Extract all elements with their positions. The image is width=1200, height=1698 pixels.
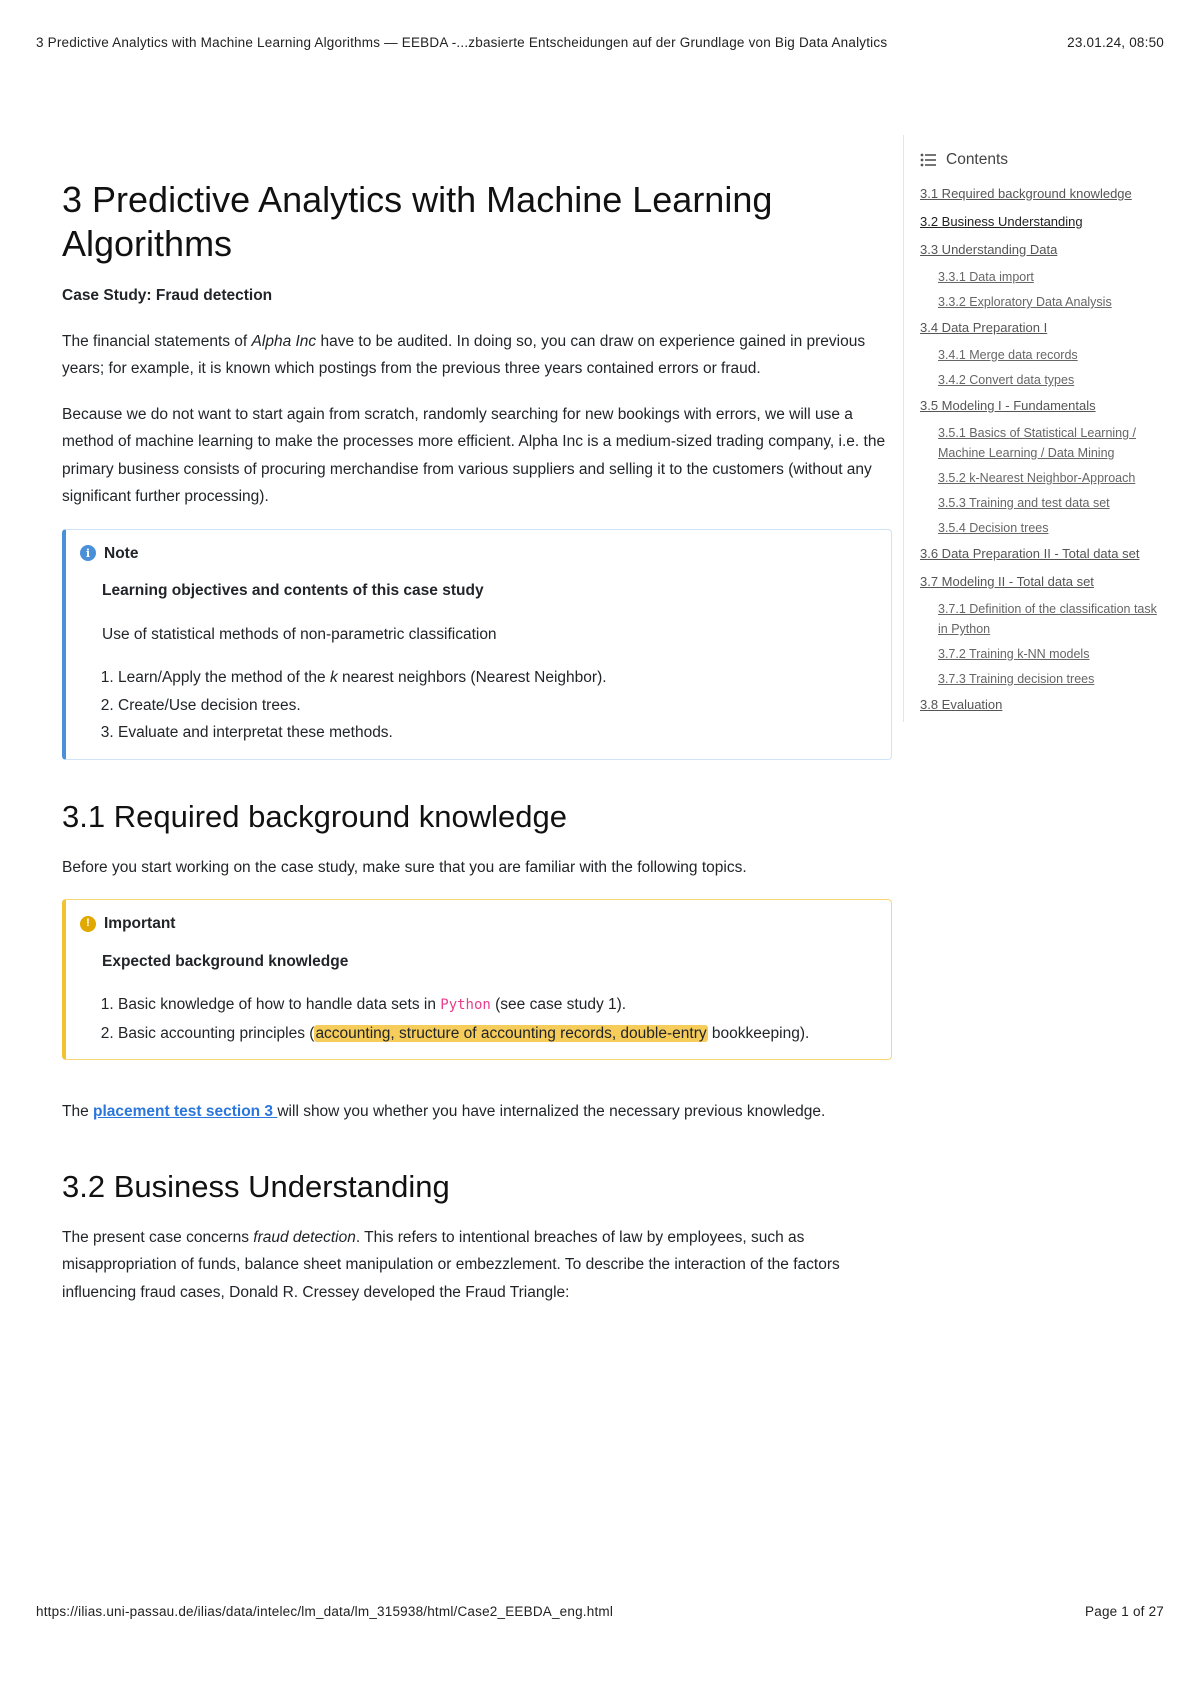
table-of-contents xyxy=(903,135,1163,722)
list-item: 2. Create/Use decision trees. xyxy=(118,692,855,720)
toc-link[interactable]: 3.5.1 Basics of Statistical Learning / Machine Learning / Data Mining xyxy=(938,426,1137,460)
important-callout xyxy=(62,899,892,1060)
important-subtitle: Expected background knowledge xyxy=(102,952,349,970)
list-item: 1. Learn/Apply the method of the k nearest neighbors (Nearest Neighbor). xyxy=(118,664,855,692)
intro-paragraph-1: The financial statements of Alpha Inc have to be audited. In doing so, you can draw on experience gained in previous years; for example, it is known which postings from the previous three years contained errors or fraud. xyxy=(62,332,866,377)
info-icon: i xyxy=(80,545,96,561)
print-footer xyxy=(36,1604,1164,1619)
background-knowledge-list xyxy=(102,991,855,1047)
note-callout-header xyxy=(66,540,891,568)
intro-paragraph-2: Because we do not want to start again from scratch, randomly searching for new bookings with errors, we will use a method of machine learning to make the processes more efficient. Alpha Inc is a medium-sized trading company, i.e. the primary business consists of procuring merchandise from various suppliers and selling it to the customers (without any significant further processing). xyxy=(62,405,886,505)
toc-link[interactable]: 3.2 Business Understanding xyxy=(920,214,1083,229)
placement-test-link[interactable]: placement test section 3 xyxy=(93,1103,278,1120)
toc-link[interactable]: 3.7.3 Training decision trees xyxy=(938,672,1095,686)
toc-link[interactable]: 3.4 Data Preparation I xyxy=(920,320,1048,335)
important-callout-header xyxy=(66,910,891,938)
toc-link[interactable]: 3.5.3 Training and test data set xyxy=(938,496,1110,510)
toc-link[interactable]: 3.4.2 Convert data types xyxy=(938,373,1075,387)
python-code-inline: Python xyxy=(440,997,491,1013)
page-title: 3 Predictive Analytics with Machine Learning Algorithms xyxy=(62,179,773,264)
toc-link[interactable]: 3.7.1 Definition of the classification task in Python xyxy=(938,602,1157,636)
toc-link[interactable]: 3.3.1 Data import xyxy=(938,270,1034,284)
section-heading-3-2: 3.2 Business Understanding xyxy=(62,1168,450,1204)
main-content xyxy=(62,178,892,1324)
toc-link[interactable]: 3.5.4 Decision trees xyxy=(938,521,1049,535)
toc-link[interactable]: 3.3 Understanding Data xyxy=(920,242,1058,257)
placement-test-paragraph: The placement test section 3 will show you whether you have internalized the necessary previous knowledge. xyxy=(62,1103,826,1120)
list-item: 2. Basic accounting principles (accounting, structure of accounting records, double-entry bookkeeping). xyxy=(118,1020,855,1048)
fraud-detection-emphasis: fraud detection xyxy=(253,1228,356,1246)
toc-link[interactable]: 3.6 Data Preparation II - Total data set xyxy=(920,546,1140,561)
note-text: Use of statistical methods of non-parametric classification xyxy=(102,625,497,643)
exclamation-icon: ! xyxy=(80,916,96,932)
list-icon xyxy=(920,153,936,167)
toc-header xyxy=(920,151,1163,169)
toc-title: Contents xyxy=(946,151,1009,168)
list-item: 1. Basic knowledge of how to handle data sets in Python (see case study 1). xyxy=(118,991,855,1020)
learning-objectives-list xyxy=(102,664,855,747)
company-name-emphasis: Alpha Inc xyxy=(251,332,317,350)
page-number: Page 1 of 27 xyxy=(1085,1604,1164,1619)
case-study-label: Case Study: Fraud detection xyxy=(62,287,273,304)
important-callout-body xyxy=(66,948,891,1048)
note-label: Note xyxy=(104,544,139,562)
print-header xyxy=(36,35,1164,50)
print-header-title: 3 Predictive Analytics with Machine Learning Algorithms — EEBDA -...zbasierte Entscheidungen auf der Grundlage von Big Data Analytics xyxy=(36,35,888,50)
list-item: 3. Evaluate and interpretat these methods. xyxy=(118,719,855,747)
toc-link[interactable]: 3.7.2 Training k-NN models xyxy=(938,647,1090,661)
section-3-1-intro: Before you start working on the case study, make sure that you are familiar with the following topics. xyxy=(62,858,747,876)
print-header-datetime: 23.01.24, 08:50 xyxy=(1067,35,1164,50)
toc-link[interactable]: 3.5.2 k-Nearest Neighbor-Approach xyxy=(938,471,1136,485)
note-callout xyxy=(62,529,892,760)
toc-link[interactable]: 3.4.1 Merge data records xyxy=(938,348,1078,362)
toc-links xyxy=(916,183,1163,715)
highlighted-text: accounting, structure of accounting records, double-entry xyxy=(315,1024,707,1042)
note-callout-body xyxy=(66,577,891,747)
toc-link[interactable]: 3.1 Required background knowledge xyxy=(920,186,1132,201)
section-3-2-paragraph: The present case concerns fraud detection. This refers to intentional breaches of law by employees, such as misappropriation of funds, balance sheet manipulation or embezzlement. To describe the interaction of the factors influencing fraud cases, Donald R. Cressey developed the Fraud Triangle: xyxy=(62,1228,840,1301)
section-heading-3-1: 3.1 Required background knowledge xyxy=(62,798,567,834)
toc-link[interactable]: 3.5 Modeling I - Fundamentals xyxy=(920,398,1096,413)
toc-link[interactable]: 3.8 Evaluation xyxy=(920,697,1003,712)
toc-link[interactable]: 3.3.2 Exploratory Data Analysis xyxy=(938,295,1112,309)
page-url: https://ilias.uni-passau.de/ilias/data/intelec/lm_data/lm_315938/html/Case2_EEBDA_eng.html xyxy=(36,1604,614,1619)
important-label: Important xyxy=(104,915,176,932)
toc-link[interactable]: 3.7 Modeling II - Total data set xyxy=(920,574,1094,589)
note-subtitle: Learning objectives and contents of this case study xyxy=(102,582,484,599)
